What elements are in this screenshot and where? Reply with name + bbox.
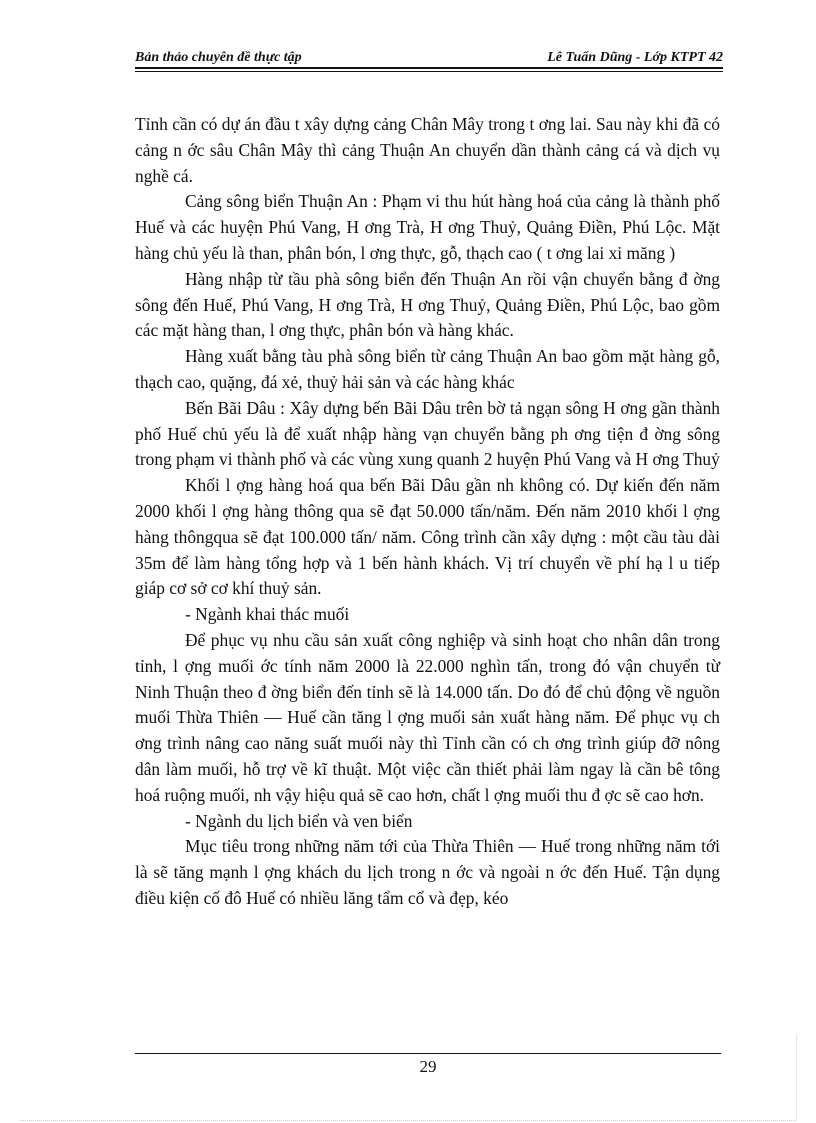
- paragraph: Mục tiêu trong những năm tới của Thừa Thiên — Huế trong những năm tới là sẽ tăng mạnh l ợng khách du lịch trong n ớc và ngoài n ớc đến Huế. Tận dụng điều kiện cố đô Huế có nhiều lăng tẩm cổ và đẹp, kéo: [135, 836, 720, 908]
- paragraph: Bến Bãi Dâu : Xây dựng bến Bãi Dâu trên bờ tả ngạn sông H ơng gần thành phố Huế chủ yếu là để xuất nhập hàng vạn chuyển bằng ph ơng tiện đ ờng sông trong phạm vi thành phố và các vùng xung quanh 2 huyện Phú Vang và H ơng Thuỷ: [135, 397, 720, 470]
- paragraph: Hàng nhập từ tầu phà sông biển đến Thuận An rồi vận chuyển bằng đ ờng sông đến Huế, Phú Vang, H ơng Trà, H ơng Thuỷ, Quảng Điền, Phú Lộc, bao gồm các mặt hàng than, l ơng thực, phân bón và hàng khác.: [135, 268, 720, 341]
- page-border-dotted-vertical: [796, 1035, 797, 1120]
- header-rule-thin: [135, 71, 723, 72]
- page-border-dotted: [20, 1120, 796, 1121]
- paragraph: Hàng xuất bằng tàu phà sông biển từ cảng Thuận An bao gồm mặt hàng gỗ, thạch cao, quặng, đá xẻ, thuỷ hải sản và các hàng khác: [135, 346, 720, 392]
- header-author-class: Lê Tuấn Dũng - Lớp KTPT 42: [547, 50, 723, 65]
- paragraph: Khối l ợng hàng hoá qua bến Bãi Dâu gần nh không có. Dự kiến đến năm 2000 khối l ợng hàng thông qua sẽ đạt 50.000 tấn/năm. Đến năm 2010 khối l ợng hàng thôngqua sẽ đạt 100.000 tấn/ năm. Công trình cần xây dựng : một cầu tàu dài 35m để làm hàng tổng hợp và 1 bến hành khách. Vị trí chuyển về phí hạ l u tiếp giáp cơ sở cơ khí thuỷ sản.: [135, 475, 720, 599]
- paragraph: Cảng sông biển Thuận An : Phạm vi thu hút hàng hoá của cảng là thành phố Huế và các huyện Phú Vang, H ơng Trà, H ơng Thuỷ, Quảng Điền, Phú Lộc. Mặt hàng chủ yếu là than, phân bón, l ơng thực, gỗ, thạch cao ( t ơng lai xi măng ): [135, 191, 720, 263]
- paragraph: Để phục vụ nhu cầu sản xuất công nghiệp và sinh hoạt cho nhân dân trong tỉnh, l ợng muối ớc tính năm 2000 là 22.000 nghìn tấn, trong đó vận chuyển từ Ninh Thuận theo đ ờng biển đến tỉnh sẽ là 14.000 tấn. Do đó để chủ động về nguồn muối Thừa Thiên — Huế cần tăng l ợng muối sản xuất hàng năm. Để phục vụ ch ơng trình nâng cao năng suất muối này thì Tỉnh cần có ch ơng trình giúp đỡ nông dân làm muối, hỗ trợ về kĩ thuật. Một việc cần thiết phải làm ngay là cần bê tông hoá ruộng muối, nh vậy hiệu quả sẽ cao hơn, chất l ợng muối thu đ ợc sẽ cao hơn.: [135, 629, 720, 805]
- section-heading: - Ngành du lịch biển và ven biển: [185, 810, 413, 831]
- footer-rule: [135, 1053, 721, 1054]
- header-document-title: Bản thảo chuyên đề thực tập: [135, 50, 302, 65]
- paragraph: Tỉnh cần có dự án đầu t xây dựng cảng Chân Mây trong t ơng lai. Sau này khi đã có cảng n ớc sâu Chân Mây thì cảng Thuận An chuyển dần thành cảng cá và dịch vụ nghề cá.: [135, 114, 720, 186]
- header-rule: [135, 67, 723, 69]
- page-number: 29: [419, 1057, 437, 1076]
- body-text: [135, 112, 720, 912]
- section-heading: - Ngành khai thác muối: [185, 604, 350, 625]
- page-header: [135, 50, 723, 68]
